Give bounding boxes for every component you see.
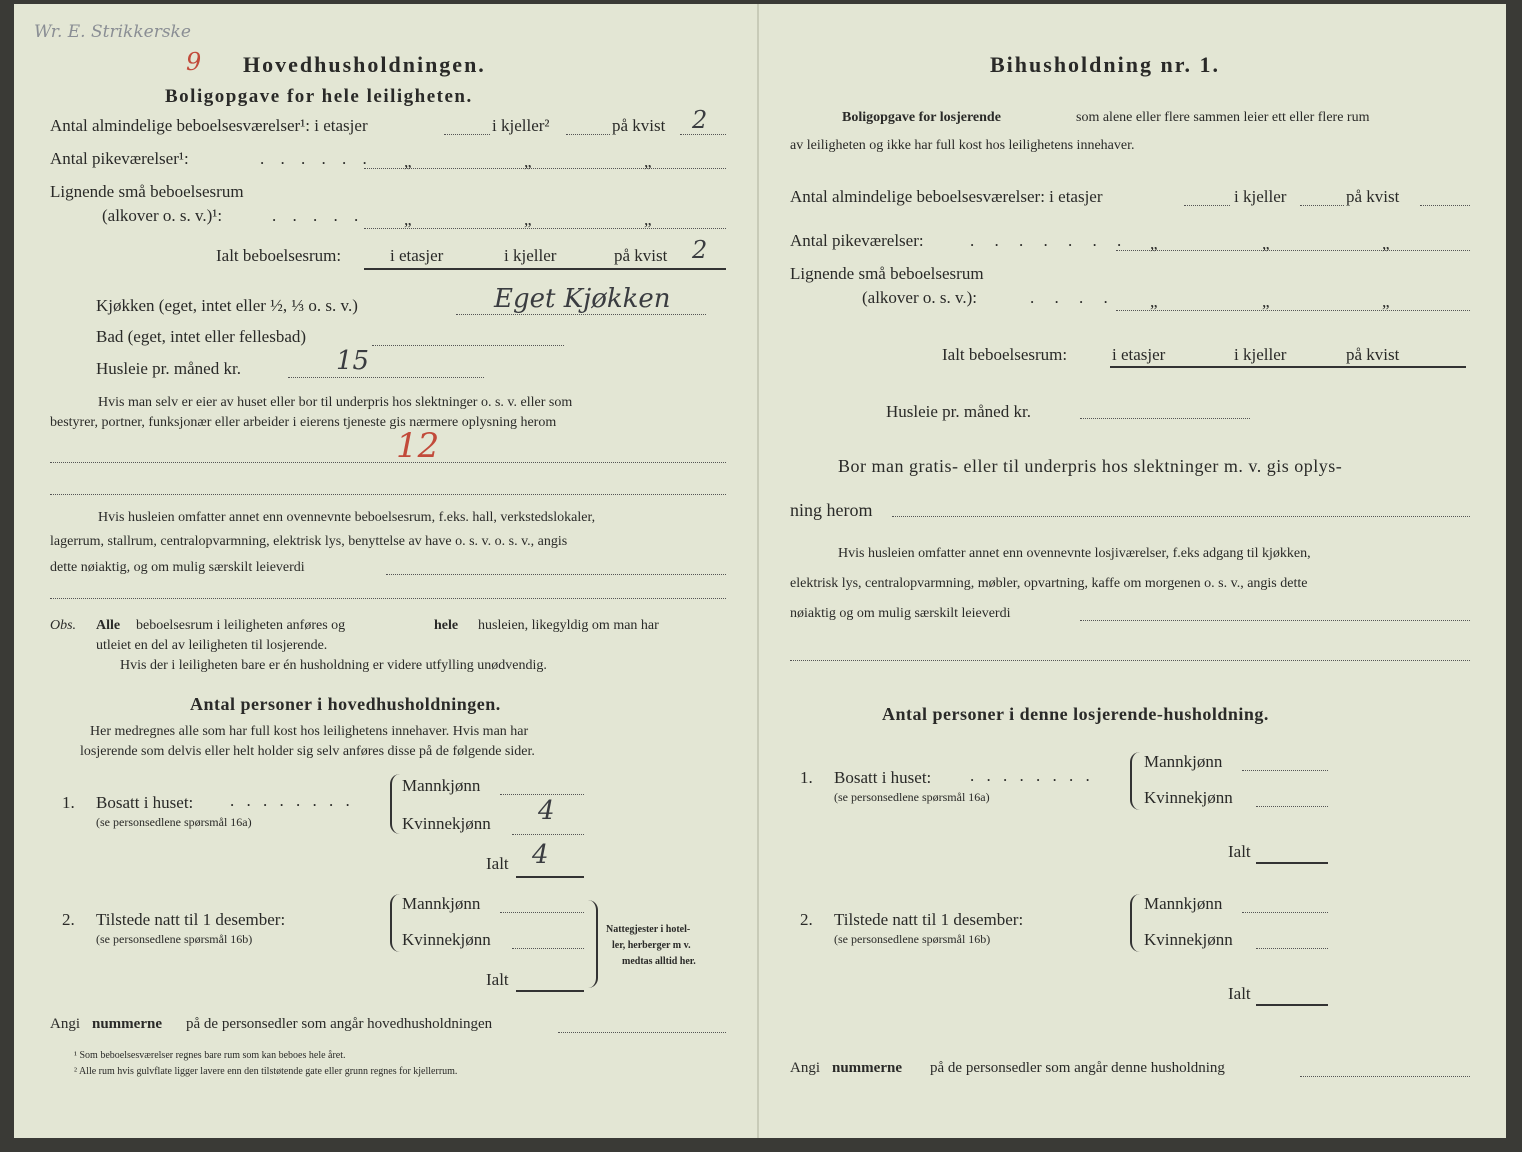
ditto-mark: „ <box>524 152 532 171</box>
includes-field-2[interactable] <box>50 598 726 599</box>
lodger-intro-bold: Boligopgave for losjerende <box>842 110 1001 125</box>
q1-male-label: Mannkjønn <box>402 776 481 795</box>
total-rooms-attic-label: på kvist <box>614 246 668 265</box>
r-q2-male-label: Mannkjønn <box>1144 894 1223 913</box>
r-total-rooms-floors-label: i etasjer <box>1112 345 1166 364</box>
r-q2-label: Tilstede natt til 1 desember: <box>834 910 1024 929</box>
ordinary-rooms-attic-label: på kvist <box>612 116 666 135</box>
page-fold <box>757 4 759 1138</box>
r-angi-field[interactable] <box>1300 1076 1470 1077</box>
bath-label: Bad (eget, intet eller fellesbad) <box>96 327 307 346</box>
r-ordinary-rooms-basement-label: i kjeller <box>1234 187 1287 206</box>
r-total-rooms-field[interactable] <box>1110 366 1466 368</box>
obs-label: Obs. <box>50 618 77 633</box>
obs-whole: hele <box>434 618 459 633</box>
q1-female-field[interactable] <box>512 834 584 835</box>
rent-label: Husleie pr. måned kr. <box>96 359 241 378</box>
maid-rooms-dots: . . . . . . <box>260 149 373 168</box>
q1-number: 1. <box>62 793 75 812</box>
persons-note-1: Her medregnes alle som har full kost hos leilighetens innehaver. Hvis man har <box>90 724 529 739</box>
ditto-mark: „ <box>1150 292 1158 311</box>
q2-female-label: Kvinnekjønn <box>402 930 491 949</box>
r-q2-female-label: Kvinnekjønn <box>1144 930 1233 949</box>
persons-note-2: losjerende som delvis eller helt holder sig selv anføres disse på de følgende sider. <box>80 744 535 759</box>
r-q1-total-field[interactable] <box>1256 862 1328 864</box>
ditto-mark: „ <box>644 210 652 229</box>
q1-brace <box>390 774 402 834</box>
r-maid-rooms-label: Antal pikeværelser: <box>790 231 924 250</box>
rent-value: 15 <box>336 346 370 376</box>
r-q2-number: 2. <box>800 910 813 929</box>
ditto-mark: „ <box>1150 234 1158 253</box>
bath-field[interactable] <box>372 345 564 346</box>
r-angi-numbers: nummerne <box>832 1060 902 1076</box>
q1-female-value: 4 <box>538 796 555 826</box>
r-rent-field[interactable] <box>1080 418 1250 419</box>
ditto-mark: „ <box>1262 292 1270 311</box>
ordinary-rooms-basement-field[interactable] <box>566 134 610 135</box>
kitchen-value: Eget Kjøkken <box>494 284 671 314</box>
r-includes-line-3: nøiaktig og om mulig særskilt leieverdi <box>790 606 1011 621</box>
r-angi-label: Angi <box>790 1060 820 1076</box>
owner-note-line-2: bestyrer, portner, funksjonær eller arbeider i eierens tjeneste gis nærmere oplysning herom <box>50 415 557 430</box>
maid-rooms-label: Antal pikeværelser¹: <box>50 149 189 168</box>
q1-total-value: 4 <box>532 840 549 870</box>
lodger-intro-1: som alene eller flere sammen leier ett eller flere rum <box>1076 110 1370 125</box>
r-q2-male-field[interactable] <box>1242 912 1328 913</box>
small-rooms-field[interactable] <box>364 228 726 229</box>
angi-field[interactable] <box>558 1032 726 1033</box>
ordinary-rooms-attic-value: 2 <box>692 106 708 134</box>
r-q1-sublabel: (se personsedlene spørsmål 16a) <box>834 790 990 804</box>
q1-label: Bosatt i huset: <box>96 793 194 812</box>
q2-total-label: Ialt <box>486 970 509 989</box>
lodger-intro-2: av leiligheten og ikke har full kost hos leilighetens innehaver. <box>790 138 1135 153</box>
r-total-rooms-attic-label: på kvist <box>1346 345 1400 364</box>
total-rooms-floors-label: i etasjer <box>390 246 444 265</box>
includes-line-1: Hvis husleien omfatter annet enn ovennevnte beboelsesrum, f.eks. hall, verkstedslokaler, <box>98 510 596 525</box>
q1-total-label: Ialt <box>486 854 509 873</box>
q2-female-field[interactable] <box>512 948 584 949</box>
night-guests-note-3: medtas alltid her. <box>622 956 696 967</box>
r-q1-total-label: Ialt <box>1228 842 1251 861</box>
obs-text-b: husleien, likegyldig om man har <box>478 618 659 633</box>
r-small-rooms-label: Lignende små beboelsesrum <box>790 264 984 283</box>
r-includes-field[interactable] <box>1080 620 1470 621</box>
r-total-rooms-basement-label: i kjeller <box>1234 345 1287 364</box>
ditto-mark: „ <box>524 210 532 229</box>
maid-rooms-field[interactable] <box>364 168 726 169</box>
ditto-mark: „ <box>1262 234 1270 253</box>
q1-total-field[interactable] <box>516 876 584 878</box>
includes-line-2: lagerrum, stallrum, centralopvarmning, elektrisk lys, benyttelse av have o. s. v. o. s. v., angis <box>50 534 568 549</box>
small-rooms-label: Lignende små beboelsesrum <box>50 182 244 201</box>
angi-numbers: nummerne <box>92 1016 162 1032</box>
r-ordinary-rooms-attic-label: på kvist <box>1346 187 1400 206</box>
r-rent-label: Husleie pr. måned kr. <box>886 402 1031 421</box>
r-maid-rooms-field[interactable] <box>1116 250 1470 251</box>
q2-male-field[interactable] <box>500 912 584 913</box>
kitchen-label: Kjøkken (eget, intet eller ½, ⅓ o. s. v.) <box>96 296 358 315</box>
obs-line-3: Hvis der i leiligheten bare er én husholdning er videre utfylling unødvendig. <box>120 658 547 673</box>
r-ordinary-rooms-floors-field[interactable] <box>1184 205 1230 206</box>
ordinary-rooms-floors-field[interactable] <box>444 134 490 135</box>
r-free-line-2: ning herom <box>790 500 873 520</box>
main-household-subtitle: Boligopgave for hele leiligheten. <box>165 86 473 107</box>
rent-field[interactable] <box>288 377 484 378</box>
small-rooms-sublabel: (alkover o. s. v.)¹: <box>102 206 223 225</box>
q1-female-label: Kvinnekjønn <box>402 814 491 833</box>
r-total-rooms-label: Ialt beboelsesrum: <box>942 345 1068 364</box>
handwritten-number-mark: 9 <box>186 48 202 76</box>
q2-sublabel: (se personsedlene spørsmål 16b) <box>96 932 253 946</box>
ditto-mark: „ <box>404 210 412 229</box>
q2-number: 2. <box>62 910 75 929</box>
owner-note-field-2[interactable] <box>50 494 726 495</box>
total-rooms-label: Ialt beboelsesrum: <box>216 246 342 265</box>
obs-text-a: beboelsesrum i leiligheten anføres og <box>136 618 346 633</box>
r-maid-rooms-dots: . . . . . . . <box>970 231 1130 250</box>
r-q1-male-field[interactable] <box>1242 770 1328 771</box>
r-small-rooms-field[interactable] <box>1116 310 1470 311</box>
q2-total-field[interactable] <box>516 990 584 992</box>
r-includes-field-2[interactable] <box>790 660 1470 661</box>
r-angi-text: på de personsedler som angår denne husholdning <box>930 1060 1225 1076</box>
includes-line-3: dette nøiaktig, og om mulig særskilt leieverdi <box>50 560 305 575</box>
handwritten-red-note: 12 <box>396 426 440 466</box>
ordinary-rooms-label: Antal almindelige beboelsesværelser¹: i etasjer <box>50 116 368 135</box>
ordinary-rooms-basement-label: i kjeller² <box>492 116 550 135</box>
ditto-mark: „ <box>1382 292 1390 311</box>
r-small-rooms-dots: . . . . <box>1030 288 1116 307</box>
ditto-mark: „ <box>404 152 412 171</box>
q2-label: Tilstede natt til 1 desember: <box>96 910 286 929</box>
r-includes-line-2: elektrisk lys, centralopvarmning, møbler, opvartning, kaffe om morgenen o. s. v., angis dette <box>790 576 1308 591</box>
r-q2-brace <box>1130 894 1142 952</box>
night-guests-note-1: Nattegjester i hotel- <box>606 924 691 935</box>
main-household-title: Hovedhusholdningen. <box>243 52 486 77</box>
r-q2-total-label: Ialt <box>1228 984 1251 1003</box>
total-rooms-basement-label: i kjeller <box>504 246 557 265</box>
sub-household-title: Bihusholdning nr. 1. <box>990 52 1220 77</box>
q1-dots: . . . . . . . . <box>230 791 354 810</box>
r-q1-number: 1. <box>800 768 813 787</box>
angi-text: på de personsedler som angår hovedhusholdningen <box>186 1016 493 1032</box>
persons-title: Antal personer i hovedhusholdningen. <box>190 694 501 714</box>
r-q2-female-field[interactable] <box>1256 948 1328 949</box>
kitchen-field[interactable] <box>456 314 706 315</box>
ordinary-rooms-attic-field[interactable] <box>680 134 726 135</box>
r-persons-title: Antal personer i denne losjerende-husholdning. <box>882 704 1269 724</box>
owner-note-line-1: Hvis man selv er eier av huset eller bor til underpris hos slektninger o. s. v. eller som <box>98 395 573 410</box>
night-guests-note-2: ler, herberger m v. <box>612 940 691 951</box>
r-q1-brace <box>1130 752 1142 810</box>
angi-label: Angi <box>50 1016 80 1032</box>
r-includes-line-1: Hvis husleien omfatter annet enn ovennevnte losjiværelser, f.eks adgang til kjøkken, <box>838 546 1311 561</box>
r-free-field[interactable] <box>892 516 1470 517</box>
total-rooms-attic-value: 2 <box>692 236 708 264</box>
q2-brace <box>390 894 402 952</box>
r-q1-male-label: Mannkjønn <box>1144 752 1223 771</box>
r-q2-total-field[interactable] <box>1256 1004 1328 1006</box>
r-free-line-1: Bor man gratis- eller til underpris hos slektninger m. v. gis oplys- <box>838 456 1343 476</box>
r-q1-dots: . . . . . . . . <box>970 766 1094 785</box>
q2-male-label: Mannkjønn <box>402 894 481 913</box>
obs-all: Alle <box>96 618 121 633</box>
handwritten-occupation: Wr. E. Strikkerske <box>34 22 191 42</box>
r-q2-sublabel: (se personsedlene spørsmål 16b) <box>834 932 991 946</box>
includes-field[interactable] <box>386 574 726 575</box>
obs-line-2: utleiet en del av leiligheten til losjerende. <box>96 638 328 653</box>
r-small-rooms-sublabel: (alkover o. s. v.): <box>862 288 978 307</box>
r-ordinary-rooms-attic-field[interactable] <box>1420 205 1470 206</box>
ditto-mark: „ <box>1382 234 1390 253</box>
r-q1-label: Bosatt i huset: <box>834 768 932 787</box>
q2-night-brace <box>586 900 598 988</box>
r-q1-female-label: Kvinnekjønn <box>1144 788 1233 807</box>
total-rooms-field[interactable] <box>364 268 726 270</box>
r-q1-female-field[interactable] <box>1256 806 1328 807</box>
q1-sublabel: (se personsedlene spørsmål 16a) <box>96 815 252 829</box>
q1-male-field[interactable] <box>500 794 584 795</box>
footnote-2: ² Alle rum hvis gulvflate ligger lavere enn den tilstøtende gate eller grunn regnes for kjellerrum. <box>74 1066 458 1077</box>
owner-note-field-1[interactable] <box>50 462 726 463</box>
ditto-mark: „ <box>644 152 652 171</box>
small-rooms-dots: . . . . . <box>272 206 365 225</box>
r-ordinary-rooms-basement-field[interactable] <box>1300 205 1344 206</box>
r-ordinary-rooms-label: Antal almindelige beboelsesværelser: i etasjer <box>790 187 1103 206</box>
footnote-1: ¹ Som beboelsesværelser regnes bare rum som kan beboes hele året. <box>74 1050 346 1061</box>
